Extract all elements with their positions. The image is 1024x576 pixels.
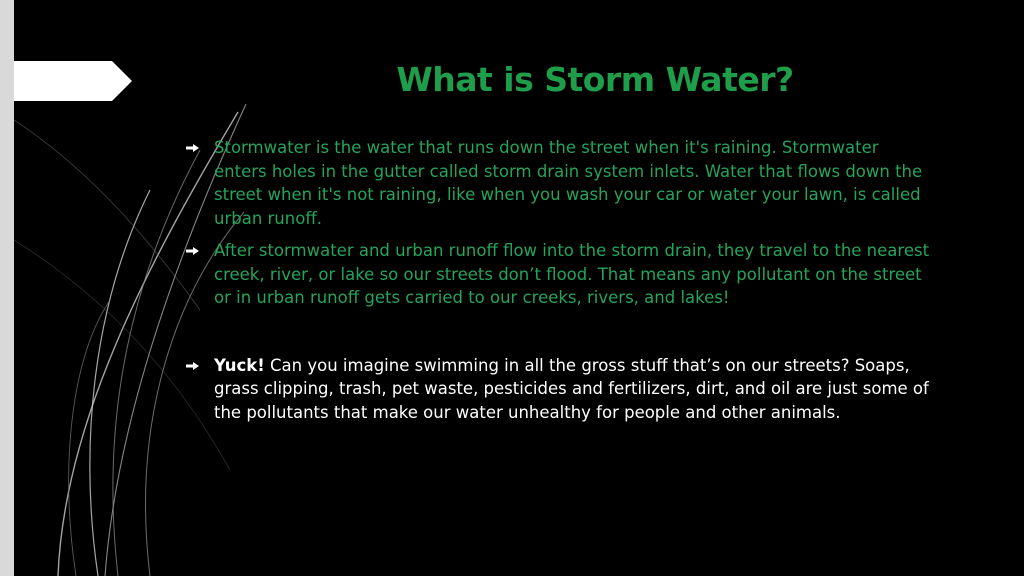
bullet-item [182,239,930,310]
bullet-item [182,136,930,230]
bullet-text: Stormwater is the water that runs down the street when it's raining. Stormwater enters holes in the gutter called storm drain system inlets. Water that flows down the street when it's not raining, like when you wash your car or water your lawn, is called urban runoff. [214,138,923,228]
bullet-text-rest: Can you imagine swimming in all the gross stuff that’s on our streets? Soaps, grass clipping, trash, pet waste, pesticides and fertilizers, dirt, and oil are just some of the pollutants that make our water unhealthy for people and other animals. [214,355,929,422]
bullet-text [214,356,929,422]
slide-title: What is Storm Water? [396,60,794,99]
arrow-right-bullet-icon [185,246,200,256]
curve-line [14,120,200,310]
arrow-right-bullet-icon [185,143,200,153]
bullet-list [182,136,930,424]
bullet-emphasis: Yuck! [214,355,265,375]
arrow-right-bullet-icon [185,361,200,371]
curve-line [69,300,110,576]
arrow-tab-shape [14,61,132,101]
bullet-item [182,354,930,425]
left-accent-bar [0,0,14,576]
bullet-text: After stormwater and urban runoff flow into the storm drain, they travel to the nearest creek, river, or lake so our streets don’t flood. That means any pollutant on the street or in urban runoff gets carried to our creeks, rivers, and lakes! [214,241,930,307]
curve-line [90,190,150,576]
